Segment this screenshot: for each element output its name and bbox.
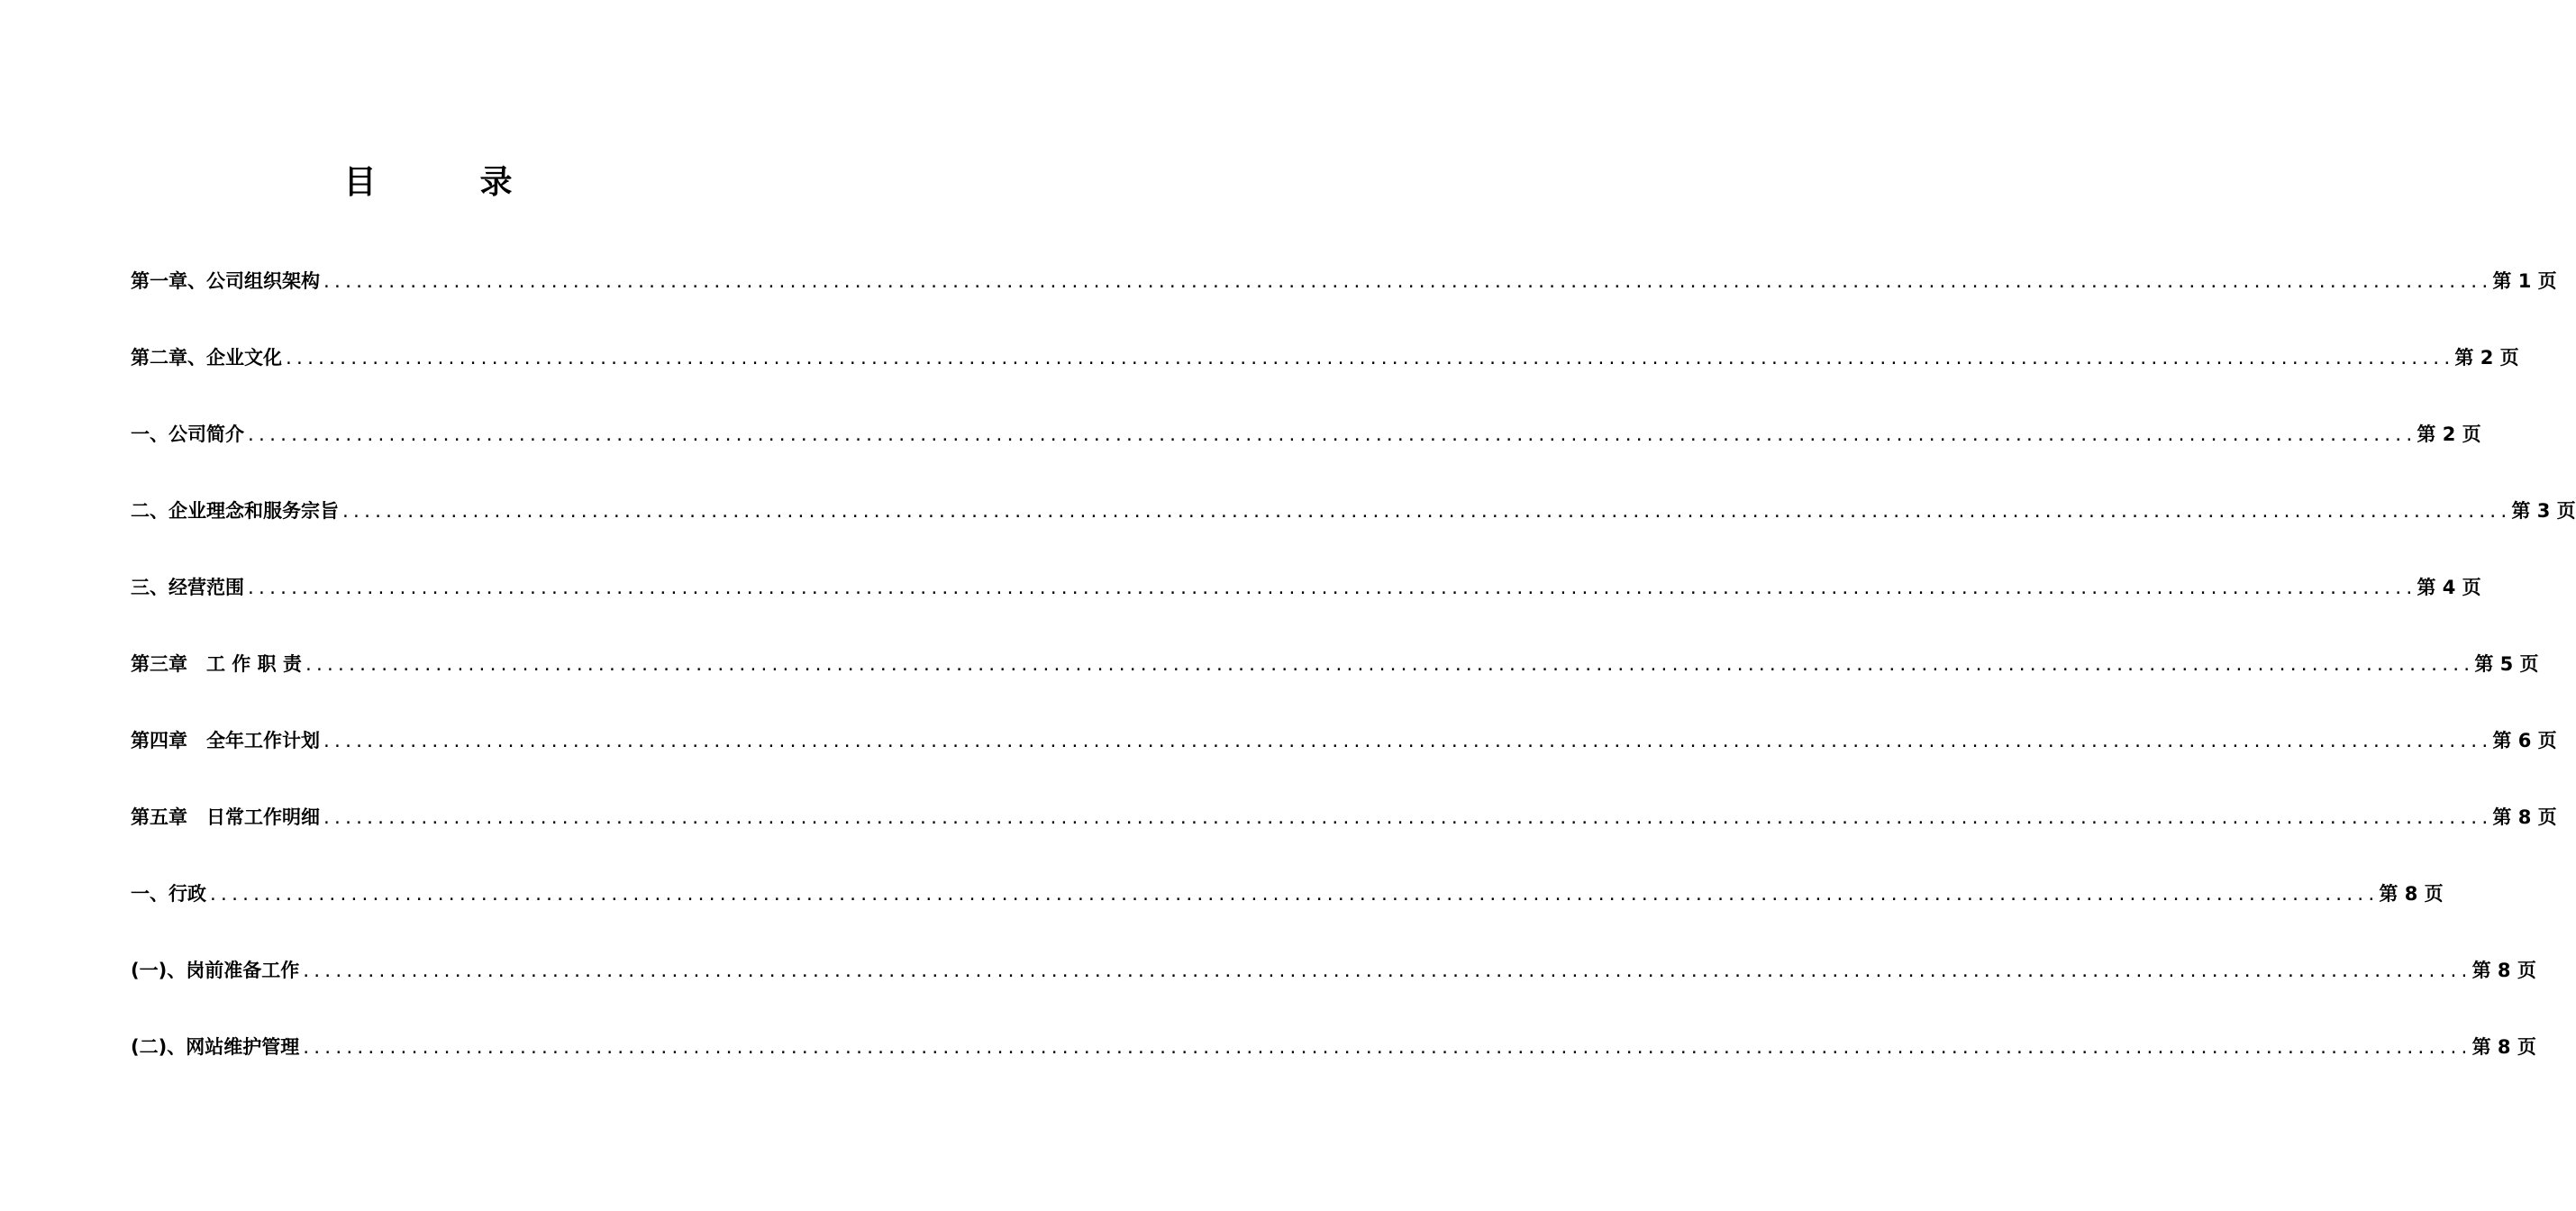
toc-dot-leader: ........................................................................................................................................................................................................ [284,350,2453,369]
toc-entry-label: 第四章 全年工作计划 [131,730,320,751]
toc-entry-label: (二)、网站维护管理 [131,1036,300,1058]
toc-entry-page: 第 8 页 [2379,883,2444,905]
toc-entry[interactable] [131,951,2536,1027]
toc-entry[interactable] [131,1027,2536,1104]
toc-entry-page: 第 6 页 [2492,730,2557,751]
toc-entry[interactable] [131,338,2519,414]
toc-entry-page: 第 3 页 [2511,500,2576,522]
toc-dot-leader: ........................................................................................................................................................................................................ [301,1039,2471,1058]
toc-entry-label: 二、企业理念和服务宗旨 [131,500,339,522]
toc-dot-leader: ........................................................................................................................................................................................................ [208,886,2378,905]
toc-entry-page: 第 5 页 [2474,653,2539,675]
toc-entry-label: 第五章 日常工作明细 [131,806,320,828]
toc-entry-label: 三、经营范围 [131,577,244,598]
toc-entry-label: 第三章 工 作 职 责 [131,653,302,675]
toc-entry[interactable] [131,414,2481,491]
toc-entry-label: 一、公司简介 [131,423,244,445]
toc-entry[interactable] [131,491,2576,568]
table-of-contents [131,261,2576,1104]
toc-title: 目录 [343,164,616,201]
toc-entry-page: 第 2 页 [2454,347,2519,369]
toc-dot-leader: ........................................................................................................................................................................................................ [322,273,2491,292]
toc-entry-label: (一)、岗前准备工作 [131,960,300,981]
toc-entry-page: 第 8 页 [2492,806,2557,828]
toc-dot-leader: ........................................................................................................................................................................................................ [301,962,2471,981]
toc-dot-leader: ........................................................................................................................................................................................................ [303,656,2473,675]
toc-dot-leader: ........................................................................................................................................................................................................ [322,809,2491,828]
toc-entry-label: 一、行政 [131,883,206,905]
toc-entry[interactable] [131,721,2557,797]
toc-entry[interactable] [131,797,2557,874]
toc-entry[interactable] [131,261,2557,338]
toc-dot-leader: ........................................................................................................................................................................................................ [246,426,2416,445]
toc-entry[interactable] [131,874,2444,951]
toc-entry-label: 第一章、公司组织架构 [131,270,320,292]
toc-entry-page: 第 8 页 [2471,1036,2536,1058]
toc-entry-page: 第 4 页 [2417,577,2481,598]
toc-entry-page: 第 8 页 [2471,960,2536,981]
toc-entry-label: 第二章、企业文化 [131,347,282,369]
toc-entry-page: 第 2 页 [2417,423,2481,445]
toc-entry-page: 第 1 页 [2492,270,2557,292]
toc-dot-leader: ........................................................................................................................................................................................................ [322,733,2491,751]
toc-dot-leader: ........................................................................................................................................................................................................ [246,579,2416,598]
toc-dot-leader: ........................................................................................................................................................................................................ [341,503,2510,522]
toc-entry[interactable] [131,644,2539,721]
toc-entry[interactable] [131,568,2481,644]
